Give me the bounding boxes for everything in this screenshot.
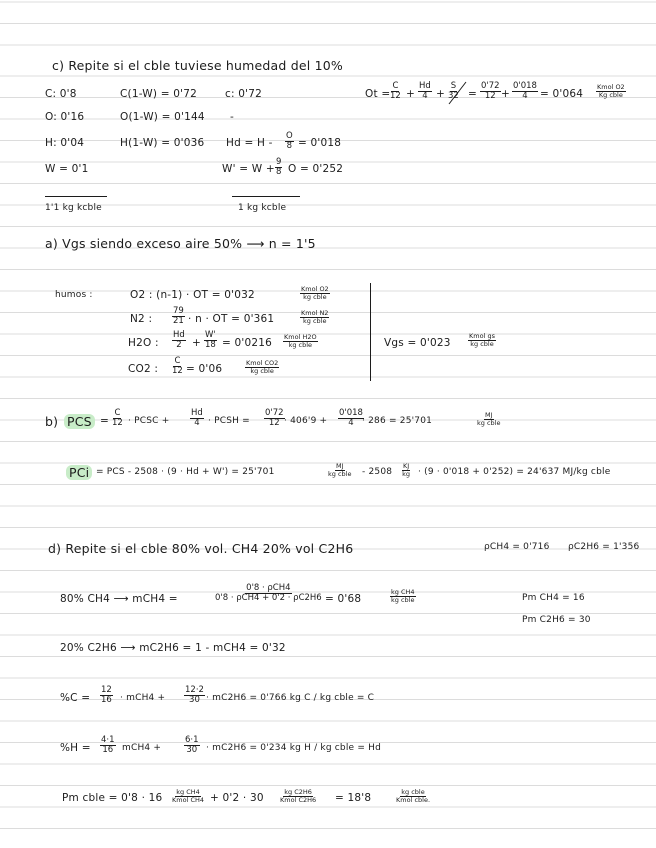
composition-c: C: 0'8 [45, 88, 77, 100]
row3-frac-2: $\frac{12\cdot 2}{30}$ [185, 685, 204, 705]
ot-eq-1: = [468, 88, 477, 100]
ot-lhs: Ot = [365, 88, 391, 100]
pcs-unit: MJ kg cble [477, 411, 501, 427]
part-d-title: d) Repite si el cble 80% vol. CH4 20% vol C2H6 [48, 541, 354, 556]
co2-lhs: CO2 : [128, 363, 159, 375]
n2-lhs: N2 : [130, 313, 153, 325]
row5-unit-2: kg C2H6 Kmol C2H6 [280, 788, 317, 804]
row1-frac: 0'8 · ρCH4 0'8 · ρCH4 + 0'2 · ρC2H6 [215, 583, 322, 603]
h2o-plus: + [192, 337, 201, 349]
row1-lhs: 80% CH4 ⟶ mCH4 = [60, 593, 178, 605]
o2-unit: Kmol O2 kg cble [301, 285, 329, 301]
pcs-mid3: · 406'9 + [284, 416, 328, 426]
pcs-frac-072: $\frac{0'72}{12}$ [265, 408, 284, 428]
ot-unit: Kmol O2 Kg cble [597, 83, 625, 99]
row5-unit-1: kg CH4 Kmol CH4 [172, 788, 205, 804]
ot-plus-2: + [436, 88, 445, 100]
pcs-end: · 286 = 25'701 [362, 416, 433, 426]
row4-frac-1: $\frac{4\cdot 1}{16}$ [101, 735, 115, 755]
row4-mid: mCH4 + [122, 743, 162, 753]
hd-result: = 0'018 [298, 137, 342, 149]
pcs-mid: · PCSC + [128, 416, 170, 426]
total-line-1 [45, 196, 107, 197]
frac-9-8: $\frac{9}{8}$ [276, 157, 282, 177]
row1-rhs: = 0'68 [325, 593, 362, 605]
hd-expr: Hd = H - [226, 137, 273, 149]
total-1: 1'1 kg kcble [45, 203, 102, 213]
wet-c: C(1-W) = 0'72 [120, 88, 197, 100]
row4-rhs: · mC2H6 = 0'234 kg H / kg cble = Hd [206, 743, 382, 753]
n2-frac: $\frac{79}{21}$ [173, 306, 184, 326]
humos-label: humos : [55, 290, 93, 300]
pcs-eq: = [100, 415, 109, 427]
vgs-unit: Kmol gs kg cble [469, 332, 495, 348]
n2-unit: Kmol N2 kg cble [301, 309, 329, 325]
row4-frac-2: $\frac{6\cdot 1}{30}$ [185, 735, 199, 755]
wet-o: O(1-W) = 0'144 [120, 111, 205, 123]
ot-frac-s32: $\frac{S}{32}$ [448, 81, 459, 101]
pci-mid: - 2508 [362, 467, 393, 477]
pcs-highlight: PCS [64, 414, 95, 429]
c-value: c: 0'72 [225, 88, 262, 100]
co2-frac: $\frac{C}{12}$ [172, 356, 183, 376]
o2-expr: O2 : (n-1) · OT = 0'032 [130, 289, 255, 301]
total-2: 1 kg kcble [238, 203, 287, 213]
row4-lhs: %H = [60, 742, 91, 754]
rho-ch4: ρCH4 = 0'716 [484, 542, 550, 552]
h2o-frac-1: $\frac{Hd}{2}$ [173, 330, 185, 350]
pm-c2h6: Pm C2H6 = 30 [522, 615, 591, 625]
h2o-rhs: = 0'0216 [222, 337, 273, 349]
wet-h: H(1-W) = 0'036 [120, 137, 205, 149]
pcs-mid2: · PCSH = [208, 416, 250, 426]
pci-unit-1: MJ kg cble [328, 462, 352, 478]
total-line-2 [232, 196, 300, 197]
row1-unit: kg CH4 kg cble [391, 588, 415, 604]
part-c-title: c) Repite si el cble tuviese humedad del 10% [52, 58, 343, 73]
pci-highlight: PCi [66, 465, 92, 480]
composition-w: W = 0'1 [45, 163, 89, 175]
strike-mark [446, 80, 470, 106]
row3-rhs: · mC2H6 = 0'766 kg C / kg cble = C [206, 693, 375, 703]
pcs-frac-0018: $\frac{0'018}{4}$ [339, 408, 363, 428]
pcs-frac-c12: $\frac{C}{12}$ [112, 408, 123, 428]
rho-c2h6: ρC2H6 = 1'356 [568, 542, 640, 552]
row5-lhs: Pm cble = 0'8 · 16 [62, 792, 163, 804]
row3-mid: · mCH4 + [120, 693, 166, 703]
row2: 20% C2H6 ⟶ mC2H6 = 1 - mCH4 = 0'32 [60, 642, 286, 654]
ot-plus-1: + [406, 88, 415, 100]
frac-o-8: $\frac{O}{8}$ [286, 131, 293, 151]
ot-frac-hd4: $\frac{Hd}{4}$ [419, 81, 431, 101]
ot-plus-3: + [501, 88, 510, 100]
composition-o: O: 0'16 [45, 111, 85, 123]
h2o-lhs: H2O : [128, 337, 159, 349]
part-a-title: a) Vgs siendo exceso aire 50% ⟶ n = 1'5 [45, 236, 316, 251]
pci-end: · (9 · 0'018 + 0'252) = 24'637 MJ/kg cble [418, 467, 611, 477]
ot-frac-c12: $\frac{C}{12}$ [390, 81, 401, 101]
h2o-unit: Kmol H2O kg cble [284, 333, 317, 349]
row3-lhs: %C = [60, 692, 91, 704]
w-prime-result: O = 0'252 [288, 163, 344, 175]
pcs-frac-hd4: $\frac{Hd}{4}$ [191, 408, 203, 428]
row5-unit-3: kg cble Kmol cble. [396, 788, 431, 804]
co2-unit: Kmol CO2 kg cble [246, 359, 279, 375]
ot-frac-0018-4: $\frac{0'018}{4}$ [513, 81, 537, 101]
ot-result: = 0'064 [540, 88, 584, 100]
vgs-expr: Vgs = 0'023 [384, 337, 451, 349]
row5-mid: + 0'2 · 30 [210, 792, 264, 804]
n2-rhs: · n · OT = 0'361 [188, 313, 275, 325]
pm-ch4: Pm CH4 = 16 [522, 593, 585, 603]
row3-frac-1: $\frac{12}{16}$ [101, 685, 112, 705]
row5-rhs: = 18'8 [335, 792, 372, 804]
part-b-label: b) [45, 414, 59, 429]
pci-text: = PCS - 2508 · (9 · Hd + W') = 25'701 [96, 467, 275, 477]
w-prime-expr: W' = W + [222, 163, 275, 175]
h2o-frac-2: $\frac{W'}{18}$ [204, 330, 216, 350]
composition-h: H: 0'04 [45, 137, 85, 149]
dash: - [230, 111, 234, 123]
ot-frac-072-12: $\frac{0'72}{12}$ [481, 81, 500, 101]
pci-unit-2: $\frac{KJ}{kg}$ [402, 462, 411, 478]
co2-rhs: = 0'06 [186, 363, 223, 375]
divider-bar [370, 283, 371, 381]
